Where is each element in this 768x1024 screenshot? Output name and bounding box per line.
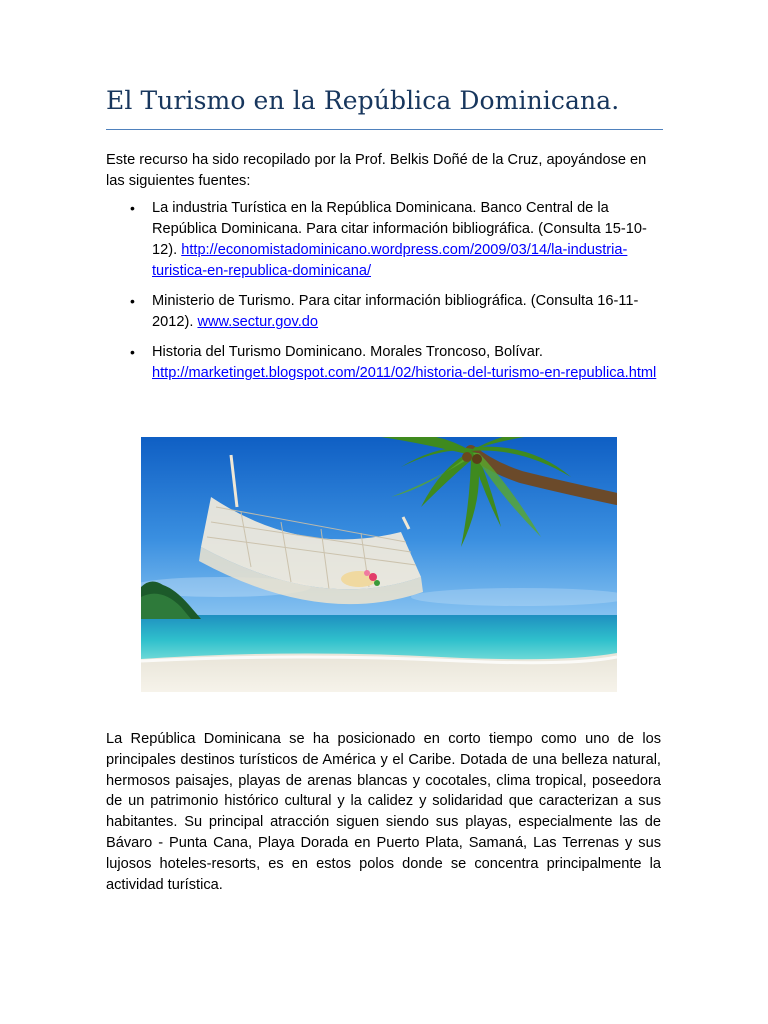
beach-hammock-photo bbox=[141, 437, 617, 692]
bullet-icon: • bbox=[130, 200, 135, 216]
list-item bbox=[106, 342, 666, 384]
source-text: Historia del Turismo Dominicano. Morales Troncoso, Bolívar. bbox=[152, 344, 543, 360]
title-underline bbox=[106, 129, 663, 130]
source-text: Ministerio de Turismo. Para citar información bibliográfica. (Consulta 16-11-2012). bbox=[152, 293, 639, 330]
sources-list bbox=[106, 198, 666, 393]
source-link[interactable]: www.sectur.gov.do bbox=[197, 314, 319, 330]
list-item bbox=[106, 291, 666, 333]
page-title: El Turismo en la República Dominicana. bbox=[106, 86, 620, 115]
body-paragraph: La República Dominicana se ha posicionado en corto tiempo como uno de los principales destinos turísticos de América y el Caribe. Dotada de una belleza natural, hermosos paisajes, playas de arenas blancas y cocotales, clima tropical, poseedora de un patrimonio histórico cultural y la calidez y solidaridad que caracterizan a sus habitantes. Su principal atracción siguen siendo sus playas, especialmente las de Bávaro - Punta Cana, Playa Dorada en Puerto Plata, Samaná, Las Terrenas y sus lujosos hoteles-resorts, es en estos polos donde se concentra principalmente la actividad turística. bbox=[106, 731, 661, 893]
bullet-icon: • bbox=[130, 293, 135, 309]
source-link[interactable]: http://marketinget.blogspot.com/2011/02/historia-del-turismo-en-republica.html bbox=[152, 365, 657, 381]
source-link[interactable]: http://economistadominicano.wordpress.com/2009/03/14/la-industria-turistica-en-republica-dominicana/ bbox=[152, 242, 628, 279]
source-text: La industria Turística en la República Dominicana. Banco Central de la República Dominicana. Para citar información bibliográfica. (Consulta 15-10-12). bbox=[152, 200, 647, 258]
intro-paragraph: Este recurso ha sido recopilado por la Prof. Belkis Doñé de la Cruz, apoyándose en las siguientes fuentes: bbox=[106, 152, 647, 189]
list-item bbox=[106, 198, 666, 282]
bullet-icon: • bbox=[130, 344, 135, 360]
